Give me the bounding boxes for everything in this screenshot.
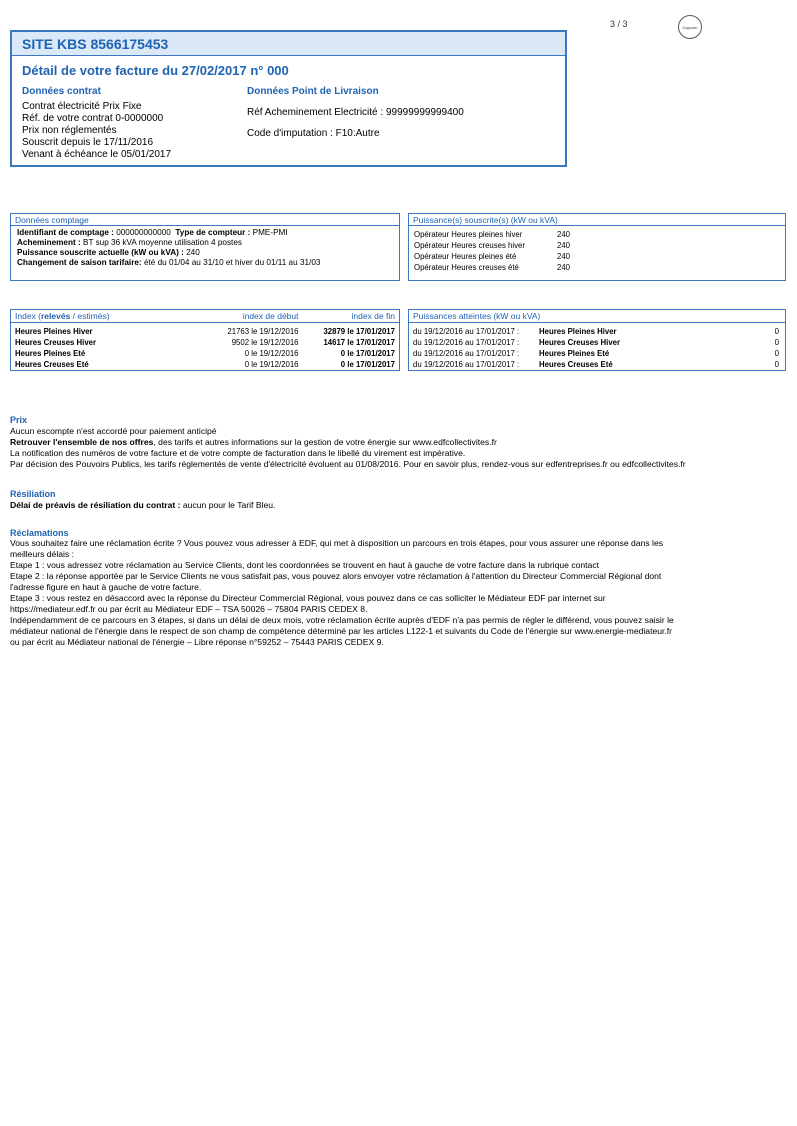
prix-line: Aucun escompte n'est accordé pour paiement anticipé [10,426,217,436]
reclamations-line: Etape 2 : la réponse apportée par le Service Clients ne vous satisfait pas, vous pouvez alors envoyer votre réclamation à l'attention du Directeur Commercial Régional dont [10,571,662,581]
souscrite-heading: Puissance(s) souscrite(s) (kW ou kVA) [409,214,785,226]
index-row [11,326,399,337]
acheminement-value: BT sup 36 kVA moyenne utilisation 4 postes [82,238,242,247]
livraison-heading: Données Point de Livraison [247,86,379,97]
acheminement-label: Acheminement : [17,238,81,247]
saison-value: été du 01/04 au 31/10 et hiver du 01/11 au 31/03 [143,258,321,267]
logo [678,15,702,39]
index-row [11,348,399,359]
index-fin: 32879 le 17/01/2017 [323,327,395,336]
prix-line [10,437,780,448]
index-label: Heures Creuses Eté [15,360,89,369]
atteintes-label: Heures Creuses Eté [539,360,613,369]
prix-text [10,426,780,470]
index-label: Heures Pleines Eté [15,349,86,358]
saison-line [17,258,393,268]
index-col-fin: index de fin [351,311,395,321]
livraison-ref: Réf Acheminement Electricité : 99999999999400 [247,107,464,118]
index-label: Heures Creuses Hiver [15,338,97,347]
site-box [10,30,567,167]
index-col-debut: index de début [242,311,299,321]
reclamations-line: meilleurs délais : [10,549,74,559]
atteintes-label: Heures Pleines Hiver [539,327,617,336]
souscrite-row [409,229,785,240]
atteintes-value: 0 [774,349,779,358]
reclamations-line: Vous souhaitez faire une réclamation écrite ? Vous pouvez vous adresser à EDF, qui met à disposition un parcours en trois étapes, pour vous assurer une réponse dans les [10,538,664,548]
atteintes-value: 0 [774,360,779,369]
index-fin: 0 le 17/01/2017 [340,349,395,358]
index-debut: 0 le 19/12/2016 [244,349,299,358]
atteintes-row [409,326,785,337]
resiliation-value: aucun pour le Tarif Bleu. [180,500,276,510]
souscrite-label: Opérateur Heures creuses hiver [414,241,525,250]
contrat-details [22,101,171,161]
livraison-code: Code d'imputation : F10:Autre [247,128,380,139]
atteintes-periode: du 19/12/2016 au 17/01/2017 : [413,349,520,358]
saison-label: Changement de saison tarifaire: [17,258,142,267]
souscrite-label: Opérateur Heures pleines hiver [414,230,523,239]
acheminement-line [17,238,393,248]
index-row [11,359,399,370]
contrat-line: Réf. de votre contrat 0-0000000 [22,113,164,124]
index-label: Heures Pleines Hiver [15,327,93,336]
compteur-type-label: Type de compteur : [175,228,251,237]
atteintes-heading: Puissances atteintes (kW ou kVA) [409,310,785,323]
puissance-label: Puissance souscrite actuelle (kW ou kVA) : [17,248,184,257]
prix-offres-bold: Retrouver l'ensemble de nos offres [10,437,154,447]
comptage-box [10,213,400,281]
atteintes-label: Heures Creuses Hiver [539,338,621,347]
souscrite-value: 240 [557,241,571,250]
prix-title: Prix [10,415,28,425]
index-debut: 9502 le 19/12/2016 [231,338,299,347]
atteintes-row [409,348,785,359]
atteintes-periode: du 19/12/2016 au 17/01/2017 : [413,360,520,369]
index-heading-releves: relevés [41,311,71,321]
index-fin: 14617 le 17/01/2017 [323,338,395,347]
reclamations-title: Réclamations [10,528,69,538]
souscrite-label: Opérateur Heures creuses été [414,263,519,272]
souscrite-value: 240 [557,252,571,261]
comptage-id-value: 000000000000 [116,228,171,237]
prix-offres-rest: , des tarifs et autres informations sur la gestion de votre énergie sur www.edfcollectivites.fr [153,437,497,447]
atteintes-row [409,359,785,370]
contrat-line: Prix non réglementés [22,125,117,136]
prix-line: Par décision des Pouvoirs Publics, les tarifs réglementés de vente d'électricité évoluent au 01/08/2016. Pour en savoir plus, rendez-vous sur edfentreprises.fr ou edfcollectivites.fr [10,459,686,469]
atteintes-periode: du 19/12/2016 au 17/01/2017 : [413,327,520,336]
puissance-value: 240 [186,248,200,257]
index-row [11,337,399,348]
souscrite-row [409,262,785,273]
atteintes-value: 0 [774,327,779,336]
reclamations-line: Etape 3 : vous restez en désaccord avec la réponse du Directeur Commercial Régional, vous pouvez dans ce cas solliciter le Médiateur EDF par internet sur [10,593,606,603]
page-number: 3 / 3 [610,19,628,29]
souscrite-value: 240 [557,230,571,239]
reclamations-text [10,538,780,648]
index-box [10,309,400,371]
facture-title: Détail de votre facture du 27/02/2017 n° 000 [22,63,289,78]
atteintes-box [408,309,786,371]
contrat-line: Contrat électricité Prix Fixe [22,101,142,112]
contrat-line: Venant à échéance le 05/01/2017 [22,149,172,160]
compteur-type-value: PME-PMI [252,228,288,237]
souscrite-box [408,213,786,281]
index-fin: 0 le 17/01/2017 [340,360,395,369]
site-title: SITE KBS 8566175453 [12,32,565,56]
resiliation-title: Résiliation [10,489,56,499]
souscrite-value: 240 [557,263,571,272]
comptage-id-label: Identifiant de comptage : [17,228,114,237]
souscrite-row [409,240,785,251]
index-heading [15,311,174,321]
index-heading-post: ) [106,311,110,321]
reclamations-line: l'adresse figure en haut à gauche de votre facture. [10,582,202,592]
souscrite-row [409,251,785,262]
index-debut: 0 le 19/12/2016 [244,360,299,369]
comptage-heading: Données comptage [11,214,399,226]
index-heading-pre: Index ( [15,311,41,321]
reclamations-line: ou par écrit au Médiateur national de l'énergie – Libre réponse n°59252 – 75443 PARIS CEDEX 9. [10,637,384,647]
index-debut: 21763 le 19/12/2016 [227,327,299,336]
souscrite-label: Opérateur Heures pleines été [414,252,517,261]
resiliation-text [10,500,780,511]
reclamations-line: médiateur national de l'énergie dans le respect de son champ de compétence déterminé par les articles L122-1 et suivants du Code de l'énergie sur www.energie-mediateur.fr [10,626,673,636]
contrat-heading: Données contrat [22,86,101,97]
atteintes-periode: du 19/12/2016 au 17/01/2017 : [413,338,520,347]
resiliation-label: Délai de préavis de résiliation du contrat : [10,500,181,510]
reclamations-line: Indépendamment de ce parcours en 3 étapes, si dans un délai de deux mois, votre réclamation écrite auprès d'EDF n'a pas permis de régler le différend, vous pouvez saisir le [10,615,674,625]
reclamations-line: https://mediateur.edf.fr ou par écrit au Médiateur EDF – TSA 50026 – 75804 PARIS CEDEX 8. [10,604,368,614]
atteintes-row [409,337,785,348]
index-heading-mid: / [70,311,78,321]
reclamations-line: Etape 1 : vous adressez votre réclamation au Service Clients, dont les coordonnées se trouvent en haut à gauche de votre facture dans la rubrique contact [10,560,600,570]
logo-text: Capcom [682,24,698,30]
index-header [11,310,399,323]
atteintes-value: 0 [774,338,779,347]
puissance-line [17,248,393,258]
prix-line: La notification des numéros de votre facture et de votre compte de facturation dans le libellé du virement est impérative. [10,448,466,458]
comptage-id-line [17,228,393,238]
contrat-line: Souscrit depuis le 17/11/2016 [22,137,154,148]
atteintes-label: Heures Pleines Eté [539,349,610,358]
index-heading-estimes: estimés [77,311,107,321]
